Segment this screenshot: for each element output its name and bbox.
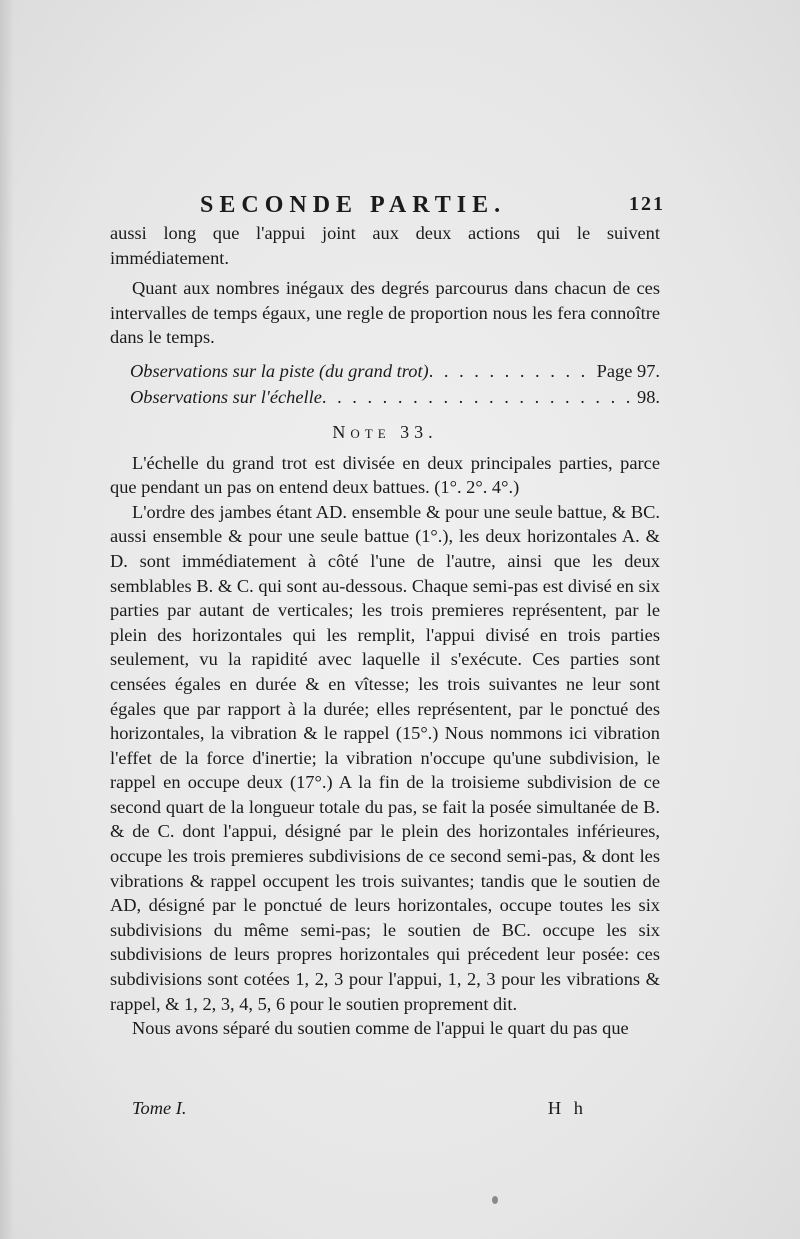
paragraph: Nous avons séparé du soutien comme de l'appui le quart du pas que — [132, 1018, 629, 1039]
page-number: 121 — [629, 193, 665, 215]
paragraph: L'ordre des jambes étant AD. ensemble & pour une seule battue, & BC. aussi ensemble & pour une seule battue (1°.), les deux horizontales A. & D. sont immédiatement à côté l'une de l'autre, ainsi que les deux semblables B. & C. qui sont au-dessous. Chaque semi-pas est divisé en six parties par autant de verticales; les trois premieres représentent, par le plein des horizontales qui les remplit, l'appui divisé en trois parties seulement, vu la rapidité avec laquelle il s'exécute. Ces parties sont censées égales en durée & en vîtesse; les trois suivantes ne leur sont égales que par rapport à la durée; elles représentent, par le ponctué des horizontales, la vibration & le rappel (15°.) Nous nommons ici vibration l'effet de la force d'inertie; la vibration n'occupe qu'une subdivision, le rappel en occupe deux (17°.) A la fin de la troisieme subdivision de ce second quart de la longueur totale du pas, se fait la posée simultanée de B. & de C. dont l'appui, désigné par le plein des horizontales inférieures, occupe les trois premieres subdivisions de ce second semi-pas, & dont les vibrations & rappel occupent les trois suivantes; tandis que le soutien de AD, désigné par le ponctué de leurs horizontales, occupe toutes les six subdivisions du même semi-pas; le soutien de BC. occupe les six subdivisions de leurs propres horizontales qui précedent leur posée: ces subdivisions sont cotées 1, 2, 3 pour l'appui, 1, 2, 3 pour les vibrations & rappel, & 1, 2, 3, 4, 5, 6 pour le soutien proprement dit. — [110, 501, 660, 1014]
page-header — [110, 192, 665, 222]
page-body — [110, 221, 660, 1041]
page-edge-shadow — [0, 0, 14, 1239]
dot-leader — [322, 384, 631, 410]
note-heading: Note 33. — [332, 421, 438, 442]
observation-label: Observations sur la piste (du grand trot) — [130, 360, 429, 381]
observation-page-ref: Page 97. — [596, 360, 660, 381]
page-footer — [132, 1098, 587, 1124]
paragraph: L'échelle du grand trot est divisée en deux principales parties, parce que pendant un pas on entend deux battues. (1°. 2°. 4°.) — [110, 452, 660, 498]
observation-line-piste — [110, 358, 660, 384]
running-head: SECONDE PARTIE. — [200, 192, 507, 218]
signature-mark: H h — [547, 1098, 587, 1118]
paragraph-continuation: aussi long que l'appui joint aux deux actions qui le suivent immédiatement. — [110, 223, 660, 268]
volume-label: Tome I. — [132, 1098, 187, 1118]
dot-leader — [429, 358, 591, 384]
observation-page-ref: 98. — [637, 386, 660, 407]
observation-line-echelle — [110, 384, 660, 410]
observation-label: Observations sur l'échelle — [130, 386, 322, 407]
paragraph: Quant aux nombres inégaux des degrés parcourus dans chacun de ces intervalles de temps égaux, une regle de proportion nous les fera connoître dans le temps. — [110, 278, 660, 348]
ink-speck — [492, 1196, 498, 1204]
